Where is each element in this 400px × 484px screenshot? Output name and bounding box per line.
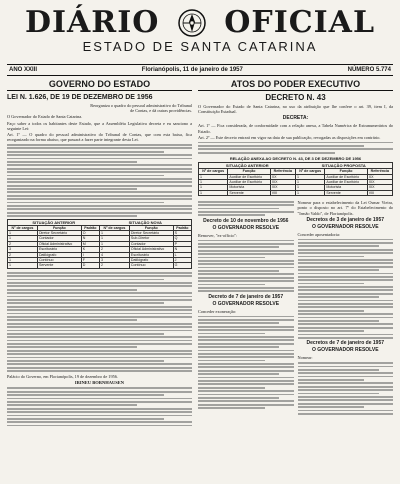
law-table-cell: S — [173, 231, 191, 236]
law-article-1: Art. 1º — O quadro do pessoal administrativo do Tribunal de Contas, que com esta baixa, fica reorganizado na forma abaixo, que passará a fazer parte integrante desta Lei. — [7, 132, 192, 143]
decreto-table-cell: Auxiliar de Escritório — [325, 174, 367, 179]
law-table-header: Padrão — [81, 225, 99, 230]
decreto-table — [198, 168, 393, 196]
state-seal-icon — [177, 8, 207, 38]
masthead — [7, 6, 393, 64]
masthead-title — [7, 6, 393, 39]
law-table-cell: Diretor Secretário — [129, 231, 173, 236]
law-table-cell: 1 — [8, 258, 38, 263]
decreto-table-cell: XIX — [367, 185, 392, 190]
law-table-cell: 2 — [8, 252, 38, 257]
decreto-table-header: Função — [325, 169, 367, 174]
law-table-cell: Servente — [37, 263, 81, 268]
decreto-table-header: Referência — [270, 169, 295, 174]
law-table-row — [8, 263, 192, 268]
decreto-table-header: Referência — [367, 169, 392, 174]
decreto-table-cell: 1 — [295, 185, 324, 190]
subcol-b-head: O GOVERNADOR RESOLVE — [311, 223, 379, 230]
right-subcolumn-a — [198, 199, 294, 416]
law-table-cell: Contínuo — [129, 263, 173, 268]
law-table-cell: 1 — [8, 263, 38, 268]
decreto-table-cell: 1 — [199, 185, 228, 190]
decreto-table-body — [199, 174, 393, 196]
law-table-cell: 1 — [99, 241, 129, 246]
law-table-cell: 3 — [8, 247, 38, 252]
decreto-table-cell: Auxiliar de Escritório — [228, 179, 270, 184]
law-intro-2: Faço saber a todos os habitantes deste Estado, que a Assembléia Legislativa decreta e eu sanciono a seguinte Lei: — [7, 120, 192, 131]
subcol-b-sub-2: Nomear: — [297, 355, 313, 361]
law-table-cell: Oficial Administrativo — [129, 247, 173, 252]
decreto-table-header: Nº de cargos — [295, 169, 324, 174]
law-table-cell: G — [173, 263, 191, 268]
law-table-cell: 1 — [8, 231, 38, 236]
decreto-table-cell: 1 — [199, 190, 228, 195]
law-table-cell: 1 — [99, 231, 129, 236]
law-table-title — [7, 219, 192, 225]
decreto-table-cell: Motorista — [228, 185, 270, 190]
decreto-table-cell: 1 — [199, 174, 228, 179]
body-text-block — [198, 316, 294, 409]
law-table-cell: D — [81, 263, 99, 268]
law-table-cell: Datilógrafo — [37, 252, 81, 257]
law-footer-note: Palácio do Governo, em Florianópolis, 19 de dezembro de 1956. — [7, 373, 118, 379]
body-text-block — [198, 201, 294, 216]
law-table-cell: F — [81, 258, 99, 263]
decreto-table-cell: XIX — [367, 179, 392, 184]
decreto-title: DECRETO N. 43 — [265, 93, 326, 102]
body-text-block — [198, 240, 294, 293]
subcol-a-decreto: Decreto de 10 de novembro de 1956 — [203, 217, 289, 224]
decreto-table-cell: 1 — [295, 190, 324, 195]
body-text-block — [7, 144, 192, 217]
law-intro: O Governador do Estado de Santa Catarina. — [7, 114, 83, 120]
decreto-table-row — [199, 190, 393, 195]
body-text-block — [7, 272, 192, 372]
decreto-table-cell: XX — [270, 174, 295, 179]
law-table-cell: 4 — [99, 252, 129, 257]
right-column — [198, 79, 393, 428]
subcol-a-sub: Remover, "ex-officio": — [198, 232, 238, 238]
law-table-title-right: SITUAÇÃO NOVA — [128, 219, 162, 225]
relacao-title: RELAÇÃO ANEXA AO DECRETO N. 43, DE 3 DE DEZEMBRO DE 1956 — [229, 156, 362, 162]
subcol-a-head: O GOVERNADOR RESOLVE — [212, 224, 280, 231]
law-table-header: Função — [129, 225, 173, 230]
law-table-cell: N — [81, 236, 99, 241]
law-table-cell: J — [173, 258, 191, 263]
law-table-cell: O — [81, 231, 99, 236]
decreto-table-header: Função — [228, 169, 270, 174]
subcol-b-top: Nomear para o estabelecimento da Lei Osmar Vieira, ponto o disposto no art. 7º do Estabelecimento do "Irmão Valdo", de Florianópolis. — [297, 200, 393, 216]
body-text-block — [298, 239, 394, 339]
decreto-table-cell: 1 — [295, 179, 324, 184]
decreto-table-cell: Servente — [228, 190, 270, 195]
law-table-cell: Sub-Diretor — [129, 236, 173, 241]
law-table-cell: 2 — [99, 247, 129, 252]
decreto-table-cell: Servente — [325, 190, 367, 195]
issue-year: ANO XXIII — [9, 67, 38, 73]
decreto-table-header: Nº de cargos — [199, 169, 228, 174]
law-table-header: Nº de cargos — [99, 225, 129, 230]
decreto-table-title — [198, 162, 393, 168]
body-text-block — [298, 362, 394, 415]
law-table-cell: K — [81, 247, 99, 252]
subcol-b-sub: Conceder aposentadoria: — [297, 231, 341, 237]
law-table-cell: 1 — [8, 236, 38, 241]
subcol-b-decreto: Decretos de 3 de janeiro de 1957 — [306, 216, 385, 223]
decreto-table-cell: Auxiliar de Escritório — [228, 174, 270, 179]
law-table-header: Nº de cargos — [8, 225, 38, 230]
masthead-title-left: DIÁRIO — [24, 5, 160, 40]
law-table-cell: 2 — [99, 263, 129, 268]
newspaper-page — [7, 4, 393, 476]
subcol-a-head-2: O GOVERNADOR RESOLVE — [212, 300, 280, 307]
decreta-label: DECRETA: — [282, 115, 309, 122]
law-signature: IRINEU BORNHAUSEN — [74, 379, 125, 385]
decreto-table-cell: VIII — [270, 190, 295, 195]
law-table-cell: M — [81, 241, 99, 246]
subcol-b-head-2: O GOVERNADOR RESOLVE — [311, 347, 379, 354]
subcol-b-decreto-2: Decretos de 7 de janeiro de 1957 — [306, 340, 385, 347]
law-table-cell: Contínuo — [37, 258, 81, 263]
masthead-title-right: OFICIAL — [224, 5, 376, 40]
decreto-table-cell: VIII — [367, 190, 392, 195]
law-table-cell: P — [173, 241, 191, 246]
body-text-block — [198, 142, 393, 154]
law-table — [7, 225, 192, 269]
law-table-cell: Diretor Secretário — [37, 231, 81, 236]
law-table-cell: 3 — [99, 258, 129, 263]
law-table-cell: I — [81, 252, 99, 257]
decreto-table-cell: 1 — [295, 174, 324, 179]
law-title: LEI N. 1.626, DE 19 DE DEZEMBRO DE 1956 — [7, 94, 153, 101]
section-governo: GOVERNO DO ESTADO — [7, 79, 192, 91]
law-table-cell: Contador — [129, 241, 173, 246]
law-table-body — [8, 231, 192, 269]
decreto-table-cell: Auxiliar de Escritório — [325, 179, 367, 184]
law-table-cell: Q — [173, 236, 191, 241]
decreto-table-cell: 1 — [199, 179, 228, 184]
right-subcolumn-b — [298, 199, 394, 416]
section-atos: ATOS DO PODER EXECUTIVO — [198, 79, 393, 91]
decreto-table-title-right: SITUAÇÃO PROPOSTA — [321, 163, 366, 169]
decreto-article-1: Art. 1º — Fica considerada, de conformidade com a relação anexa, a Tabela Numérica de Extranumerários do Estado. — [198, 123, 393, 134]
decreto-article-2: Art. 2º — Este decreto entrará em vigor na data de sua publicação, revogadas as disposições em contrário. — [198, 134, 381, 140]
decreto-table-cell: XIX — [270, 185, 295, 190]
left-column — [7, 79, 192, 428]
law-table-cell: Contador — [37, 236, 81, 241]
law-table-cell: Oficial Administrativo — [37, 241, 81, 246]
decreto-table-cell: XX — [367, 174, 392, 179]
law-table-cell: L — [173, 252, 191, 257]
subcol-a-sub-2: Conceder exoneração: — [198, 308, 237, 314]
law-table-header: Padrão — [173, 225, 191, 230]
decreto-body: O Governador do Estado de Santa Catarina, no uso da atribuição que lhe confere o art. 39, item I, da Constituição Estadual. — [198, 104, 393, 115]
law-table-header: Função — [37, 225, 81, 230]
subcol-a-decreto-2: Decreto de 7 de janeiro de 1957 — [208, 293, 284, 300]
body-text-block — [7, 387, 192, 426]
issue-place-date: Florianópolis, 11 de janeiro de 1957 — [141, 67, 243, 73]
masthead-subtitle: ESTADO DE SANTA CATARINA — [82, 39, 318, 54]
law-table-cell: 1 — [99, 236, 129, 241]
law-table-cell: Datilógrafo — [129, 258, 173, 263]
law-summary: Reorganiza o quadro do pessoal administrativo do Tribunal de Contas, e dá outras providências. — [90, 103, 192, 114]
issue-number: NÚMERO 5.774 — [347, 67, 391, 73]
decreto-table-cell: Motorista — [325, 185, 367, 190]
law-table-cell: Escriturário — [37, 247, 81, 252]
law-table-cell: Escriturário — [129, 252, 173, 257]
law-table-title-left: SITUAÇÃO ANTERIOR — [32, 219, 76, 225]
law-table-cell: 2 — [8, 241, 38, 246]
decreto-table-title-left: SITUAÇÃO ANTERIOR — [225, 163, 269, 169]
issue-info-bar — [7, 64, 393, 76]
decreto-table-cell: XIX — [270, 179, 295, 184]
law-table-cell: N — [173, 247, 191, 252]
